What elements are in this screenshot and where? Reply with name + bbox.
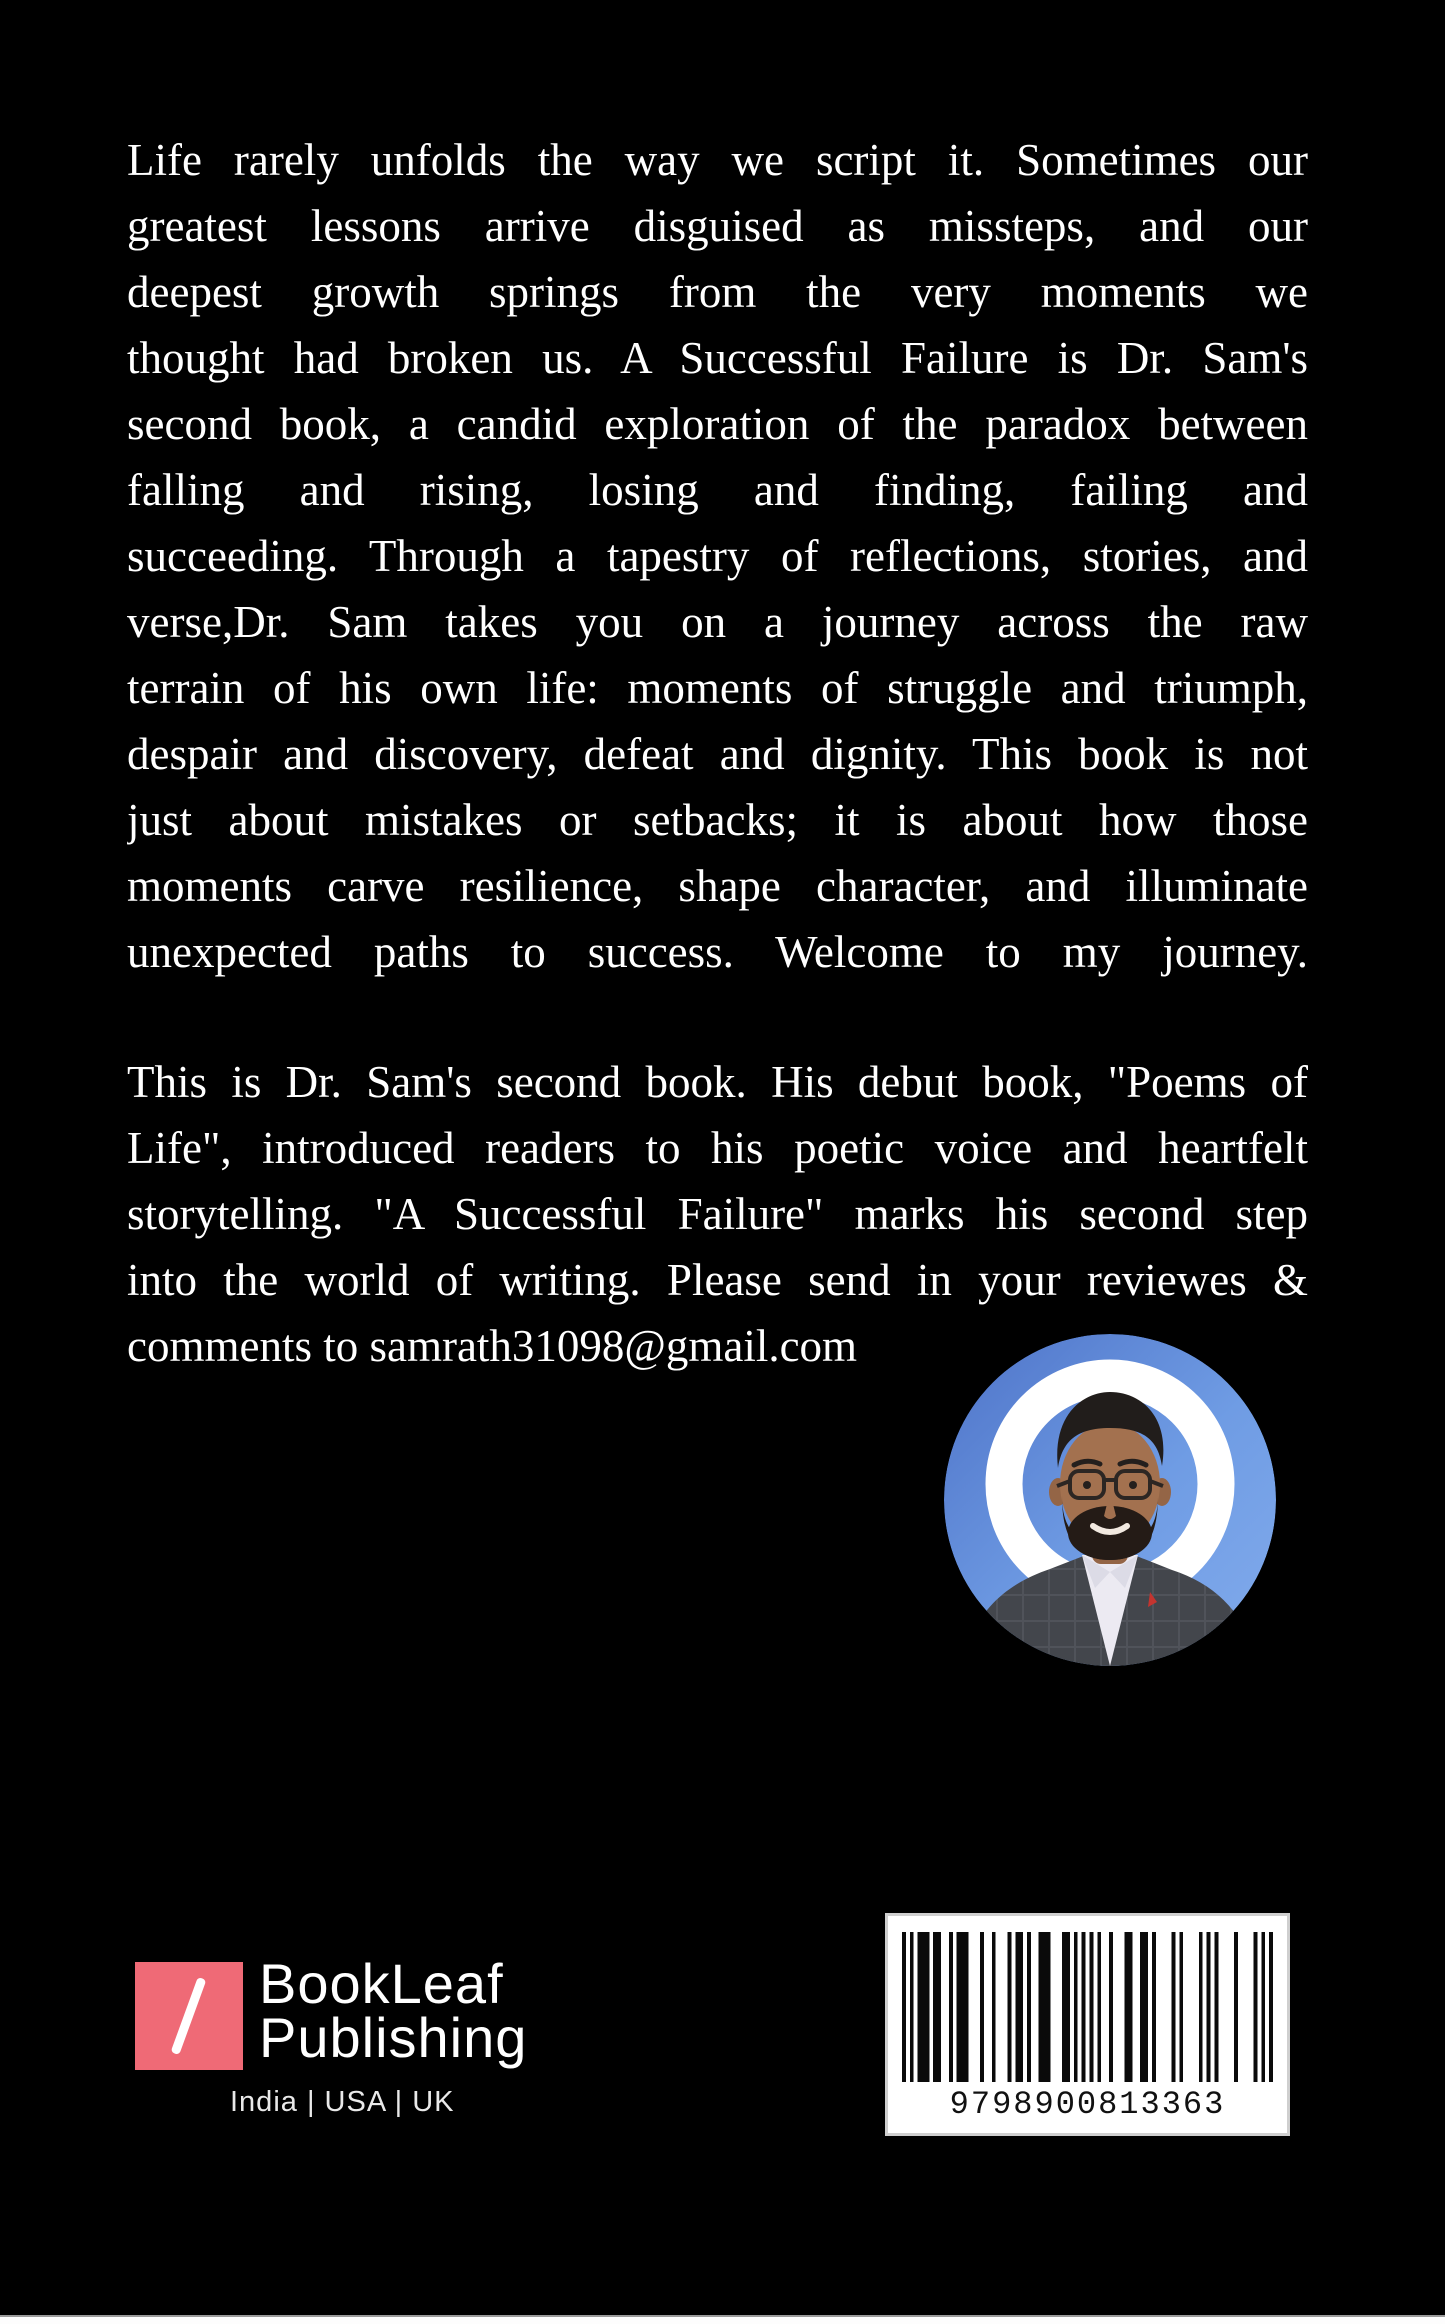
isbn-barcode	[885, 1913, 1290, 2136]
page-bottom-edge	[0, 2315, 1445, 2324]
publisher-wordmark	[259, 1952, 528, 2069]
author-portrait-illustration	[944, 1334, 1276, 1666]
slash-icon	[171, 1977, 207, 2055]
blurb-line: despair and discovery, defeat and dignity. This book is not	[127, 729, 1308, 779]
blurb-line: succeeding. Through a tapestry of reflections, stories, and	[127, 531, 1308, 581]
blurb-line: comments to samrath31098@gmail.com	[127, 1321, 858, 1371]
blurb-line: greatest lessons arrive disguised as missteps, and our	[127, 201, 1308, 251]
publisher-name-top: BookLeaf	[259, 1952, 504, 2015]
publisher-name-bottom: Publishing	[259, 2006, 528, 2069]
blurb-line: verse,Dr. Sam takes you on a journey across the raw	[127, 597, 1308, 647]
eye-left	[1083, 1481, 1091, 1489]
blurb-line: thought had broken us. A Successful Failure is Dr. Sam's	[127, 333, 1308, 383]
blurb-paragraph-2	[127, 1049, 1308, 1379]
blurb-line: storytelling. "A Successful Failure" marks his second step	[127, 1189, 1308, 1239]
blurb-line: falling and rising, losing and finding, failing and	[127, 465, 1308, 515]
publisher-regions: India | USA | UK	[230, 2086, 455, 2118]
isbn-number: 9798900813363	[949, 2086, 1226, 2123]
blurb-line: into the world of writing. Please send in your reviewes &	[127, 1255, 1308, 1305]
blurb-line: second book, a candid exploration of the paradox between	[127, 399, 1308, 449]
blurb-line: moments carve resilience, shape character, and illuminate	[127, 861, 1308, 911]
blurb-line: Life", introduced readers to his poetic voice and heartfelt	[127, 1123, 1308, 1173]
blurb-line: unexpected paths to success. Welcome to my journey.	[127, 927, 1308, 977]
barcode-bars	[902, 1932, 1273, 2082]
blurb-line: just about mistakes or setbacks; it is about how those	[127, 795, 1308, 845]
blurb-line: terrain of his own life: moments of struggle and triumph,	[127, 663, 1308, 713]
author-photo	[944, 1334, 1276, 1666]
blurb-line: Life rarely unfolds the way we script it. Sometimes our	[127, 135, 1308, 185]
back-cover-blurb	[127, 127, 1308, 1379]
eye-right	[1129, 1481, 1137, 1489]
blurb-line: This is Dr. Sam's second book. His debut book, "Poems of	[127, 1057, 1308, 1107]
publisher-logo-mark	[135, 1962, 243, 2070]
blurb-line: deepest growth springs from the very moments we	[127, 267, 1308, 317]
blurb-paragraph-1	[127, 127, 1308, 985]
